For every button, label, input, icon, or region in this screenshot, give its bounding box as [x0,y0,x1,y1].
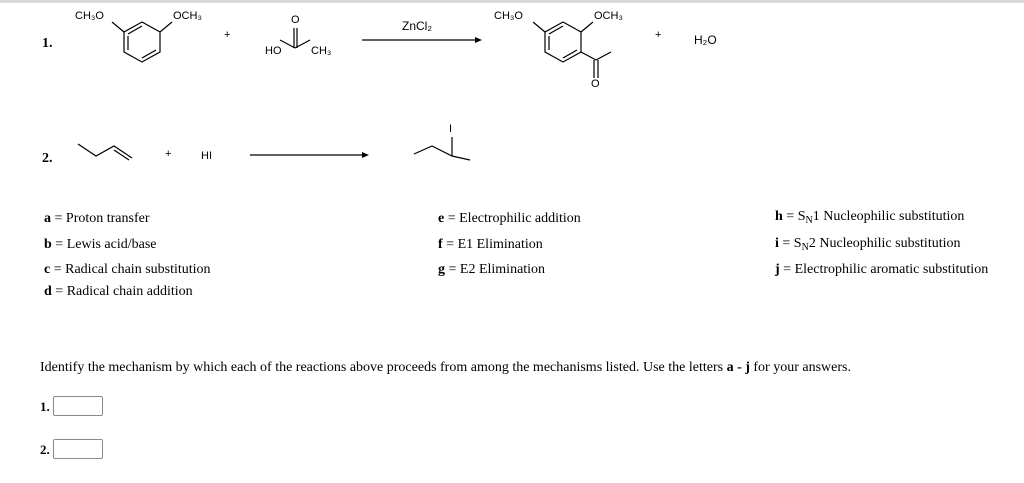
answer-1-label: 1. [40,399,50,414]
product-aryl-ketone [533,22,611,78]
instructions-text: Identify the mechanism by which each of the reactions above proceeds from among the mechanisms listed. Use the letters a - j for your answers. [40,360,851,375]
mechanism-j: j = Electrophilic aromatic substitution [775,262,989,277]
mechanism-f: f = E1 Elimination [438,237,543,252]
answer-2-input[interactable] [53,439,103,459]
mechanism-d: d = Radical chain addition [44,284,193,299]
answer-1-input[interactable] [53,396,103,416]
reactant-methoxy-right: OCH₃ [173,10,202,22]
carbonyl-oxygen: O [291,14,300,26]
plus-sign: + [655,29,662,41]
reactant-methoxy-left: CH₃O [75,10,104,22]
mechanism-a: a = Proton transfer [44,211,150,226]
reactant-dimethoxybenzene [112,22,172,62]
plus-sign: + [224,29,231,41]
mechanism-h: $h = S_N1$ Nucleophilic substitution [775,209,965,226]
reaction-2-number: 2. [42,151,53,166]
product-iodobutane [414,137,470,160]
product-methoxy-right: OCH₃ [594,10,623,22]
reaction-1-number: 1. [42,36,53,51]
product-iodine-label: I [449,123,453,135]
arrowhead-2 [362,152,369,158]
reactant-butene [78,144,132,160]
plus-sign: + [165,148,172,160]
arrowhead-1 [475,37,482,43]
mechanism-c: c = Radical chain substitution [44,262,211,277]
answer-2-label: 2. [40,442,50,457]
product-methoxy-left: CH₃O [494,10,523,22]
product-carbonyl-oxygen: O [591,78,600,90]
mechanism-b: b = Lewis acid/base [44,237,157,252]
reagent-hi: HI [201,150,212,162]
reagent-methyl: CH₃ [311,45,332,57]
catalyst-zncl2: ZnCl₂ [402,19,432,33]
reagent-acetic-acid [280,28,310,48]
mechanism-e: e = Electrophilic addition [438,211,581,226]
mechanism-i: $i = S_N2$ Nucleophilic substitution [775,236,961,253]
mechanism-g: g = E2 Elimination [438,262,546,277]
reagent-hydroxyl: HO [265,45,282,57]
byproduct-water: H₂O [694,33,717,47]
